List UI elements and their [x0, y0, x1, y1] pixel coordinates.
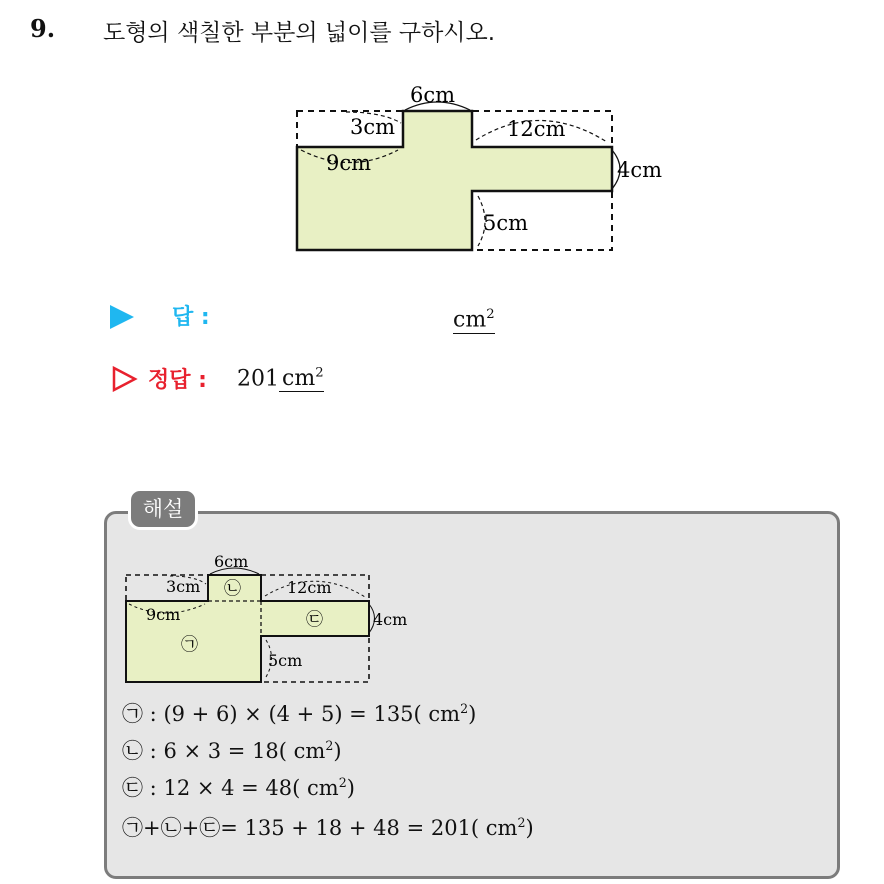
correct-label: 정답 :	[148, 368, 207, 393]
explanation-line-3: ㉢ : 12 × 4 = 48( $cm^2$)	[122, 775, 355, 800]
correct-value: 201 $cm^2$	[237, 366, 324, 392]
label-left-step: 3cm	[350, 115, 396, 139]
label-right-height: 4cm	[617, 158, 663, 182]
answer-label: 답 :	[172, 305, 210, 330]
region-label-c: ㉢	[306, 610, 323, 630]
expl-label-left-step: 3cm	[166, 577, 201, 596]
label-bottom-left: 9cm	[326, 151, 372, 175]
answer-triangle-icon	[110, 305, 134, 329]
explanation-figure	[0, 540, 884, 690]
expl-label-right-arm: 12cm	[287, 578, 332, 597]
explanation-line-1: ㉠ : (9 + 6) × (4 + 5) = 135( $cm^2$)	[122, 701, 477, 726]
main-figure	[0, 0, 884, 300]
explanation-line-4: ㉠+㉡+㉢= 135 + 18 + 48 = 201( $cm^2$)	[122, 815, 534, 840]
label-lower-height: 5cm	[483, 211, 529, 235]
question-number: 9.	[30, 14, 56, 43]
answer-unit: $cm^2$	[453, 302, 495, 334]
region-label-b: ㉡	[224, 579, 241, 599]
correct-triangle-icon	[112, 366, 138, 392]
expl-label-bottom-left: 9cm	[146, 605, 181, 624]
expl-label-top-width: 6cm	[214, 552, 249, 571]
explanation-tag: 해설	[128, 488, 198, 530]
explanation-line-2: ㉡ : 6 × 3 = 18( $cm^2$)	[122, 738, 342, 763]
label-top-width: 6cm	[410, 83, 456, 107]
question-text: 도형의 색칠한 부분의 넓이를 구하시오.	[103, 20, 496, 46]
expl-label-right-height: 4cm	[373, 610, 408, 629]
expl-label-lower-height: 5cm	[268, 651, 303, 670]
region-label-a: ㉠	[181, 635, 198, 655]
label-right-arm: 12cm	[507, 117, 566, 141]
